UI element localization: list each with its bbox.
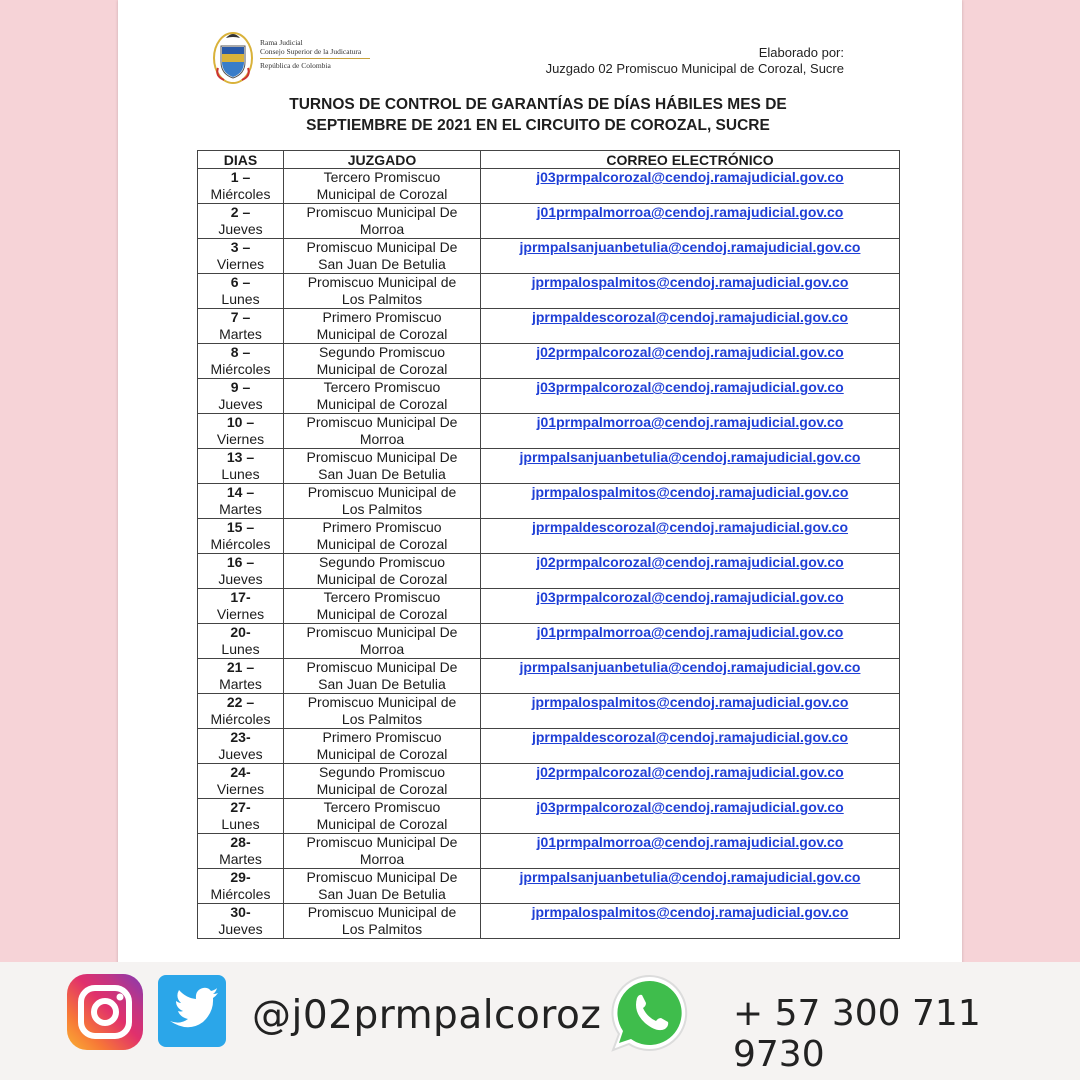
email-link[interactable]: jprmpalospalmitos@cendoj.ramajudicial.gov.co: [531, 904, 849, 920]
elaborado-label: Elaborado por:: [758, 45, 844, 60]
day-name: Jueves: [218, 396, 263, 412]
dia-cell: [198, 729, 284, 764]
day-number: 24-: [230, 764, 251, 780]
header-juzgado: JUZGADO: [284, 151, 481, 169]
day-number: 8 –: [230, 344, 251, 360]
day-name: Jueves: [218, 746, 263, 762]
day-name: Martes: [219, 851, 262, 867]
dia-cell: [198, 834, 284, 869]
juzgado-line-2: Municipal de Corozal: [316, 396, 448, 412]
coat-of-arms-icon: [212, 28, 254, 86]
juzgado-line-1: Promiscuo Municipal De: [306, 869, 458, 885]
correo-cell: [481, 659, 900, 694]
juzgado-cell: [284, 169, 481, 204]
turnos-table: [197, 150, 900, 939]
day-number: 15 –: [226, 519, 255, 535]
email-link[interactable]: j01prmpalmorroa@cendoj.ramajudicial.gov.co: [536, 414, 844, 430]
juzgado-line-1: Promiscuo Municipal De: [306, 449, 458, 465]
social-handle[interactable]: @j02prmpalcoroz: [252, 993, 602, 1038]
juzgado-line-2: Los Palmitos: [341, 921, 423, 937]
email-link[interactable]: j03prmpalcorozal@cendoj.ramajudicial.gov.co: [536, 589, 844, 605]
juzgado-line-1: Promiscuo Municipal De: [306, 834, 458, 850]
dia-cell: [198, 169, 284, 204]
correo-cell: [481, 484, 900, 519]
table-row: [198, 834, 900, 869]
juzgado-line-2: Los Palmitos: [341, 291, 423, 307]
dia-cell: [198, 379, 284, 414]
phone-number[interactable]: + 57 300 711 9730: [733, 993, 981, 1075]
dia-cell: [198, 659, 284, 694]
juzgado-cell: [284, 519, 481, 554]
juzgado-line-2: Municipal de Corozal: [316, 781, 448, 797]
email-link[interactable]: jprmpaldescorozal@cendoj.ramajudicial.gov.co: [531, 309, 849, 325]
day-name: Miércoles: [210, 886, 271, 902]
juzgado-line-1: Tercero Promiscuo: [323, 169, 441, 185]
day-name: Martes: [219, 501, 262, 517]
title-line-1: TURNOS DE CONTROL DE GARANTÍAS DE DÍAS HÁBILES MES DE: [289, 96, 787, 113]
email-link[interactable]: jprmpaldescorozal@cendoj.ramajudicial.gov.co: [531, 729, 849, 745]
juzgado-cell: [284, 659, 481, 694]
logo-line-3: República de Colombia: [260, 61, 331, 70]
header-dias: DIAS: [198, 151, 284, 169]
table-row: [198, 414, 900, 449]
correo-cell: [481, 274, 900, 309]
juzgado-line-2: Municipal de Corozal: [316, 816, 448, 832]
day-name: Viernes: [216, 781, 265, 797]
correo-cell: [481, 379, 900, 414]
juzgado-line-1: Promiscuo Municipal de: [307, 904, 457, 920]
juzgado-line-1: Primero Promiscuo: [322, 519, 442, 535]
table-row: [198, 589, 900, 624]
juzgado-line-1: Tercero Promiscuo: [323, 799, 441, 815]
table-row: [198, 449, 900, 484]
correo-cell: [481, 869, 900, 904]
juzgado-line-1: Promiscuo Municipal De: [306, 659, 458, 675]
day-number: 22 –: [226, 694, 255, 710]
email-link[interactable]: jprmpalsanjuanbetulia@cendoj.ramajudicial.gov.co: [519, 869, 861, 885]
day-name: Lunes: [221, 291, 260, 307]
day-name: Jueves: [218, 221, 263, 237]
juzgado-cell: [284, 694, 481, 729]
email-link[interactable]: jprmpalospalmitos@cendoj.ramajudicial.gov.co: [531, 694, 849, 710]
juzgado-cell: [284, 799, 481, 834]
juzgado-line-1: Promiscuo Municipal De: [306, 624, 458, 640]
juzgado-line-2: Municipal de Corozal: [316, 606, 448, 622]
juzgado-cell: [284, 484, 481, 519]
dia-cell: [198, 799, 284, 834]
day-name: Miércoles: [210, 361, 271, 377]
dia-cell: [198, 869, 284, 904]
day-number: 21 –: [226, 659, 255, 675]
dia-cell: [198, 449, 284, 484]
elaborado-value: Juzgado 02 Promiscuo Municipal de Corozal, Sucre: [545, 61, 844, 76]
correo-cell: [481, 519, 900, 554]
day-name: Miércoles: [210, 186, 271, 202]
day-number: 23-: [230, 729, 251, 745]
juzgado-cell: [284, 309, 481, 344]
correo-cell: [481, 169, 900, 204]
table-row: [198, 239, 900, 274]
table-row: [198, 554, 900, 589]
correo-cell: [481, 764, 900, 799]
day-number: 30-: [230, 904, 251, 920]
juzgado-cell: [284, 729, 481, 764]
juzgado-line-2: Municipal de Corozal: [316, 536, 448, 552]
dia-cell: [198, 204, 284, 239]
dia-cell: [198, 589, 284, 624]
juzgado-line-1: Primero Promiscuo: [322, 729, 442, 745]
dia-cell: [198, 554, 284, 589]
day-number: 28-: [230, 834, 251, 850]
logo-line-1: Rama Judicial: [260, 38, 303, 47]
juzgado-line-1: Tercero Promiscuo: [323, 379, 441, 395]
dia-cell: [198, 274, 284, 309]
whatsapp-icon[interactable]: [605, 968, 695, 1058]
table-row: [198, 519, 900, 554]
day-name: Jueves: [218, 921, 263, 937]
day-number: 27-: [230, 799, 251, 815]
day-number: 20-: [230, 624, 251, 640]
table-row: [198, 169, 900, 204]
dia-cell: [198, 239, 284, 274]
juzgado-line-1: Primero Promiscuo: [322, 309, 442, 325]
email-link[interactable]: jprmpalospalmitos@cendoj.ramajudicial.gov.co: [531, 484, 849, 500]
correo-cell: [481, 344, 900, 379]
logo-line-2: Consejo Superior de la Judicatura: [260, 47, 362, 56]
juzgado-cell: [284, 764, 481, 799]
correo-cell: [481, 694, 900, 729]
juzgado-line-2: Morroa: [359, 431, 405, 447]
juzgado-cell: [284, 239, 481, 274]
juzgado-line-1: Segundo Promiscuo: [318, 764, 446, 780]
dia-cell: [198, 414, 284, 449]
day-name: Miércoles: [210, 711, 271, 727]
email-link[interactable]: j02prmpalcorozal@cendoj.ramajudicial.gov.co: [536, 554, 844, 570]
twitter-icon[interactable]: [158, 975, 226, 1047]
juzgado-cell: [284, 414, 481, 449]
day-name: Lunes: [221, 641, 260, 657]
table-row: [198, 309, 900, 344]
table-row: [198, 799, 900, 834]
juzgado-cell: [284, 554, 481, 589]
juzgado-line-2: Municipal de Corozal: [316, 746, 448, 762]
correo-cell: [481, 904, 900, 939]
day-number: 16 –: [226, 554, 255, 570]
juzgado-line-1: Promiscuo Municipal De: [306, 204, 458, 220]
juzgado-line-2: Morroa: [359, 851, 405, 867]
document-title: [268, 94, 808, 136]
correo-cell: [481, 239, 900, 274]
logo-text: [260, 38, 380, 70]
correo-cell: [481, 589, 900, 624]
juzgado-cell: [284, 834, 481, 869]
correo-cell: [481, 729, 900, 764]
table-row: [198, 344, 900, 379]
juzgado-line-1: Promiscuo Municipal De: [306, 414, 458, 430]
table-row: [198, 694, 900, 729]
day-name: Lunes: [221, 816, 260, 832]
correo-cell: [481, 309, 900, 344]
day-name: Martes: [219, 326, 262, 342]
day-name: Lunes: [221, 466, 260, 482]
day-number: 29-: [230, 869, 251, 885]
day-number: 1 –: [230, 169, 251, 185]
elaborado-por: [546, 45, 844, 77]
day-number: 17-: [230, 589, 251, 605]
juzgado-line-2: San Juan De Betulia: [318, 466, 446, 482]
dia-cell: [198, 309, 284, 344]
day-number: 2 –: [230, 204, 251, 220]
juzgado-cell: [284, 379, 481, 414]
table-row: [198, 379, 900, 414]
email-link[interactable]: j02prmpalcorozal@cendoj.ramajudicial.gov.co: [536, 764, 844, 780]
juzgado-cell: [284, 204, 481, 239]
day-number: 7 –: [230, 309, 251, 325]
table-row: [198, 204, 900, 239]
correo-cell: [481, 799, 900, 834]
day-name: Miércoles: [210, 536, 271, 552]
table-row: [198, 624, 900, 659]
juzgado-line-1: Tercero Promiscuo: [323, 589, 441, 605]
instagram-icon[interactable]: [67, 974, 143, 1050]
juzgado-line-2: Morroa: [359, 641, 405, 657]
email-link[interactable]: j03prmpalcorozal@cendoj.ramajudicial.gov.co: [536, 799, 844, 815]
dia-cell: [198, 904, 284, 939]
dia-cell: [198, 484, 284, 519]
day-number: 14 –: [226, 484, 255, 500]
juzgado-line-2: San Juan De Betulia: [318, 256, 446, 272]
dia-cell: [198, 519, 284, 554]
email-link[interactable]: jprmpalsanjuanbetulia@cendoj.ramajudicial.gov.co: [519, 449, 861, 465]
juzgado-line-1: Promiscuo Municipal de: [307, 694, 457, 710]
day-name: Viernes: [216, 431, 265, 447]
juzgado-cell: [284, 624, 481, 659]
day-name: Jueves: [218, 571, 263, 587]
juzgado-cell: [284, 904, 481, 939]
table-row: [198, 904, 900, 939]
email-link[interactable]: j03prmpalcorozal@cendoj.ramajudicial.gov.co: [536, 379, 844, 395]
day-number: 10 –: [226, 414, 255, 430]
day-name: Viernes: [216, 256, 265, 272]
juzgado-line-1: Promiscuo Municipal De: [306, 239, 458, 255]
email-link[interactable]: jprmpalospalmitos@cendoj.ramajudicial.gov.co: [531, 274, 849, 290]
juzgado-cell: [284, 869, 481, 904]
table-row: [198, 729, 900, 764]
correo-cell: [481, 204, 900, 239]
juzgado-line-2: Municipal de Corozal: [316, 326, 448, 342]
correo-cell: [481, 414, 900, 449]
email-link[interactable]: jprmpaldescorozal@cendoj.ramajudicial.gov.co: [531, 519, 849, 535]
table-row: [198, 764, 900, 799]
email-link[interactable]: j03prmpalcorozal@cendoj.ramajudicial.gov.co: [536, 169, 844, 185]
juzgado-line-2: Morroa: [359, 221, 405, 237]
dia-cell: [198, 694, 284, 729]
email-link[interactable]: j01prmpalmorroa@cendoj.ramajudicial.gov.co: [536, 834, 844, 850]
dia-cell: [198, 764, 284, 799]
table-row: [198, 274, 900, 309]
document-sheet: [118, 0, 962, 1080]
rama-judicial-logo: [212, 28, 382, 88]
dia-cell: [198, 344, 284, 379]
email-link[interactable]: jprmpalsanjuanbetulia@cendoj.ramajudicial.gov.co: [519, 239, 861, 255]
table-row: [198, 869, 900, 904]
email-link[interactable]: j01prmpalmorroa@cendoj.ramajudicial.gov.co: [536, 624, 844, 640]
day-name: Viernes: [216, 606, 265, 622]
email-link[interactable]: jprmpalsanjuanbetulia@cendoj.ramajudicial.gov.co: [519, 659, 861, 675]
correo-cell: [481, 624, 900, 659]
title-line-2: SEPTIEMBRE DE 2021 EN EL CIRCUITO DE COROZAL, SUCRE: [306, 117, 770, 134]
day-name: Martes: [219, 676, 262, 692]
juzgado-line-2: Municipal de Corozal: [316, 186, 448, 202]
juzgado-line-2: Los Palmitos: [341, 711, 423, 727]
correo-cell: [481, 449, 900, 484]
juzgado-cell: [284, 344, 481, 379]
juzgado-line-2: San Juan De Betulia: [318, 886, 446, 902]
dia-cell: [198, 624, 284, 659]
day-number: 3 –: [230, 239, 251, 255]
correo-cell: [481, 554, 900, 589]
juzgado-line-1: Promiscuo Municipal de: [307, 274, 457, 290]
juzgado-cell: [284, 589, 481, 624]
table-row: [198, 484, 900, 519]
juzgado-line-1: Segundo Promiscuo: [318, 554, 446, 570]
juzgado-line-2: Municipal de Corozal: [316, 571, 448, 587]
day-number: 6 –: [230, 274, 251, 290]
juzgado-line-2: Municipal de Corozal: [316, 361, 448, 377]
day-number: 13 –: [226, 449, 255, 465]
juzgado-line-2: San Juan De Betulia: [318, 676, 446, 692]
juzgado-line-2: Los Palmitos: [341, 501, 423, 517]
juzgado-cell: [284, 274, 481, 309]
table-header-row: [198, 151, 900, 169]
email-link[interactable]: j02prmpalcorozal@cendoj.ramajudicial.gov.co: [536, 344, 844, 360]
header-correo: CORREO ELECTRÓNICO: [481, 151, 900, 169]
juzgado-cell: [284, 449, 481, 484]
juzgado-line-1: Promiscuo Municipal de: [307, 484, 457, 500]
email-link[interactable]: j01prmpalmorroa@cendoj.ramajudicial.gov.co: [536, 204, 844, 220]
logo-divider: [260, 58, 370, 59]
juzgado-line-1: Segundo Promiscuo: [318, 344, 446, 360]
day-number: 9 –: [230, 379, 251, 395]
correo-cell: [481, 834, 900, 869]
table-row: [198, 659, 900, 694]
